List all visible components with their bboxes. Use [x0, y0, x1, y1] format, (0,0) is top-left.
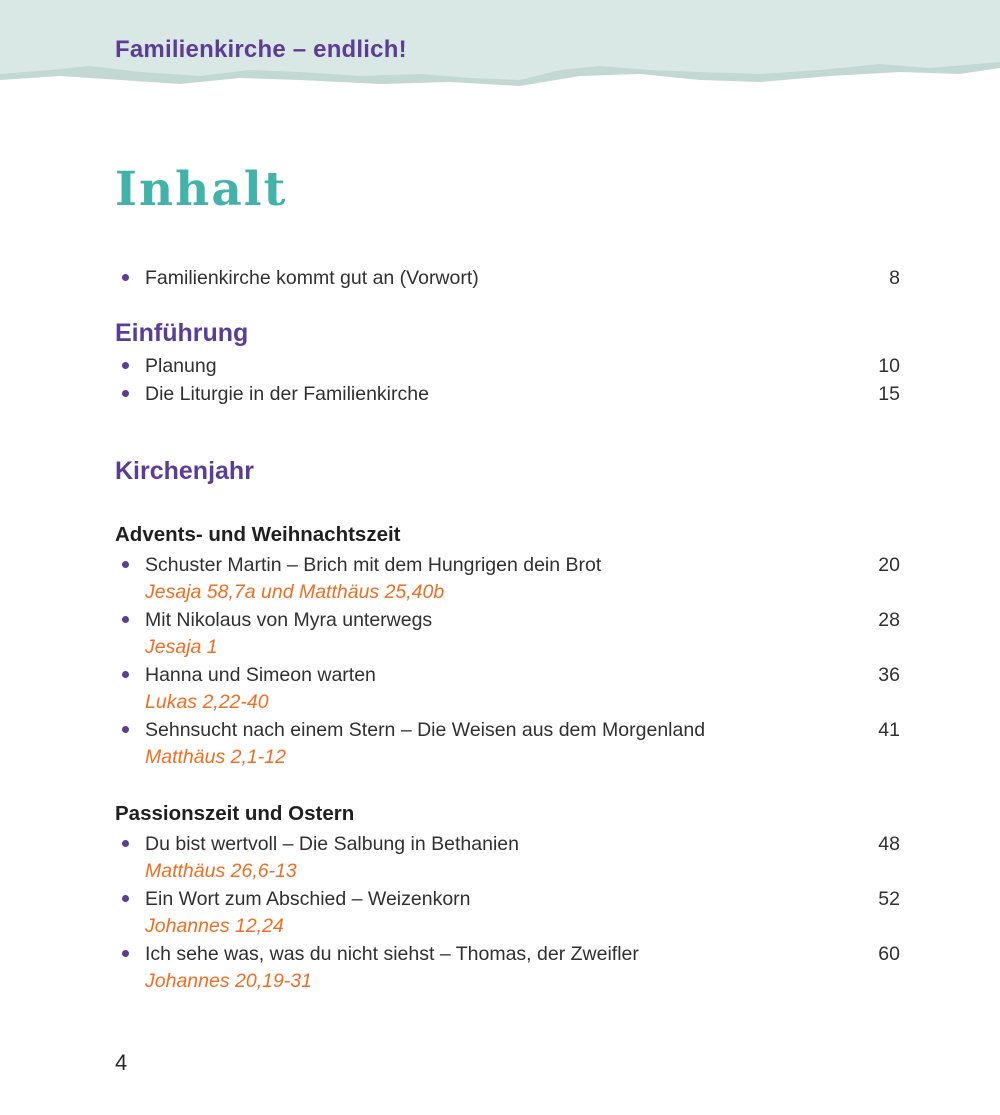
toc-entry-title: Ein Wort zum Abschied – Weizenkorn: [145, 888, 471, 911]
bullet-icon: [122, 840, 129, 847]
toc-entry-title: Die Liturgie in der Familienkirche: [145, 383, 429, 406]
bullet-icon: [122, 671, 129, 678]
section-heading-kirchenjahr: Kirchenjahr: [115, 457, 254, 486]
toc-entry-vorwort: [115, 264, 900, 292]
toc-entry-scripture-ref: Jesaja 1: [145, 636, 218, 659]
toc-entry: [115, 380, 900, 408]
toc-entry-title: Sehnsucht nach einem Stern – Die Weisen aus dem Morgenland: [145, 719, 706, 742]
toc-entry-title: Mit Nikolaus von Myra unterwegs: [145, 609, 433, 632]
toc-entry: [115, 885, 900, 913]
table-of-contents: [115, 264, 900, 995]
bullet-icon: [122, 362, 129, 369]
toc-entry-page-number: 28: [878, 609, 900, 632]
toc-entry-title: Planung: [145, 355, 217, 378]
toc-entry-title: Hanna und Simeon warten: [145, 664, 376, 687]
bullet-icon: [122, 950, 129, 957]
bullet-icon: [122, 616, 129, 623]
bullet-icon: [122, 561, 129, 568]
bullet-icon: [122, 895, 129, 902]
toc-entry: [115, 551, 900, 579]
toc-entry: [115, 716, 900, 744]
subsection-heading-advent: Advents- und Weihnachtszeit: [115, 523, 401, 547]
toc-entry-page-number: 20: [878, 554, 900, 577]
toc-entry-page-number: 60: [878, 943, 900, 966]
toc-entry: [115, 606, 900, 634]
toc-entry-title: Schuster Martin – Brich mit dem Hungrigen dein Brot: [145, 554, 602, 577]
toc-entry-page-number: 52: [878, 888, 900, 911]
toc-entry-scripture-ref: Johannes 20,19-31: [145, 970, 312, 993]
toc-entry-scripture-ref: Lukas 2,22-40: [145, 691, 269, 714]
toc-entry: [115, 661, 900, 689]
toc-entry-scripture-ref: Jesaja 58,7a und Matthäus 25,40b: [145, 581, 445, 604]
subsection-heading-passion: Passionszeit und Ostern: [115, 802, 355, 826]
toc-entry-page-number: 41: [878, 719, 900, 742]
bullet-icon: [122, 390, 129, 397]
toc-entry-scripture-ref: Johannes 12,24: [145, 915, 284, 938]
toc-entry-scripture-ref: Matthäus 2,1-12: [145, 746, 286, 769]
toc-entry: [115, 830, 900, 858]
toc-entry-title: Ich sehe was, was du nicht siehst – Thomas, der Zweifler: [145, 943, 639, 966]
toc-entry-scripture-ref: Matthäus 26,6-13: [145, 860, 297, 883]
page-title: Inhalt: [115, 162, 288, 217]
bullet-icon: [122, 726, 129, 733]
toc-entry-title: Du bist wertvoll – Die Salbung in Bethanien: [145, 833, 519, 856]
header-band: [0, 0, 1000, 95]
toc-entry-page-number: 48: [878, 833, 900, 856]
toc-entry-page-number: 36: [878, 664, 900, 687]
toc-entry-page-number: 15: [878, 383, 900, 406]
toc-content: [115, 95, 900, 995]
toc-entry-page-number: 10: [878, 355, 900, 378]
toc-entry-page-number: 8: [889, 267, 900, 290]
section-heading-einfuehrung: Einführung: [115, 319, 249, 348]
book-title: Familienkirche – endlich!: [115, 36, 407, 63]
toc-entry-title: Familienkirche kommt gut an (Vorwort): [145, 267, 479, 290]
footer-page-number: 4: [115, 1050, 128, 1075]
bullet-icon: [122, 274, 129, 281]
toc-entry: [115, 940, 900, 968]
toc-entry: [115, 352, 900, 380]
